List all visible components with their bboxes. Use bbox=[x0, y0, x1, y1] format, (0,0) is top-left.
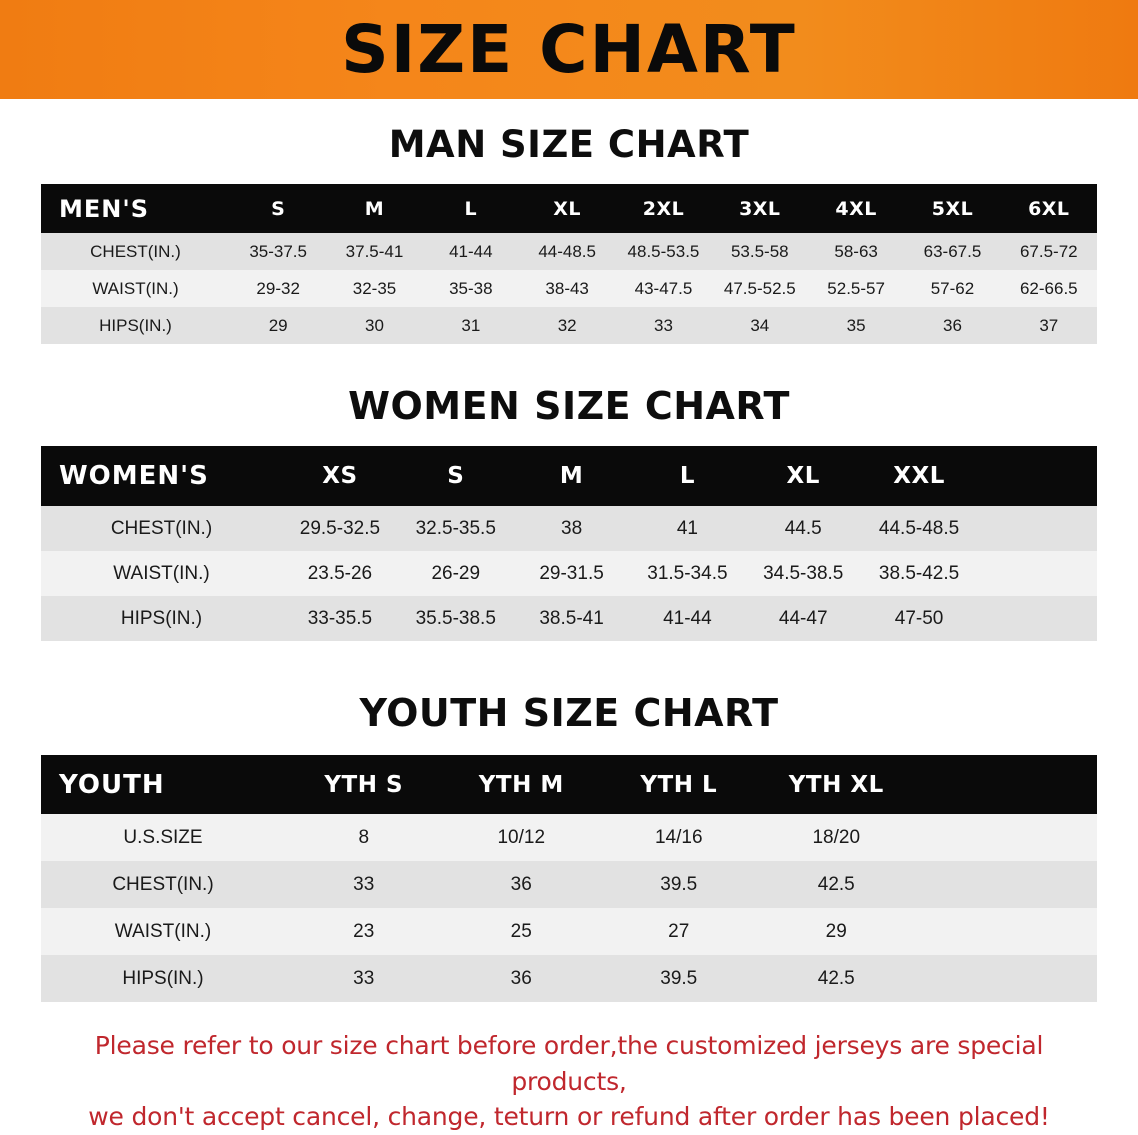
table-row bbox=[41, 908, 1097, 955]
youth-cell: 8 bbox=[285, 814, 443, 861]
women-cell: 34.5-38.5 bbox=[745, 551, 861, 596]
youth-cell: 39.5 bbox=[600, 861, 758, 908]
header-banner bbox=[0, 0, 1138, 99]
page-title: SIZE CHART bbox=[341, 10, 797, 88]
women-header-row bbox=[41, 446, 1097, 506]
youth-size-table bbox=[41, 755, 1097, 1002]
man-header-row bbox=[41, 184, 1097, 233]
women-header-size: L bbox=[629, 446, 745, 506]
youth-row-label: CHEST(IN.) bbox=[41, 861, 285, 908]
man-cell: 63-67.5 bbox=[904, 233, 1000, 270]
women-table-head bbox=[41, 446, 1097, 506]
order-notice bbox=[41, 1028, 1097, 1135]
man-section-heading: MAN SIZE CHART bbox=[388, 123, 750, 166]
man-row-label: CHEST(IN.) bbox=[41, 233, 230, 270]
youth-cell: 27 bbox=[600, 908, 758, 955]
man-table-body bbox=[41, 233, 1097, 344]
women-cell: 29-31.5 bbox=[514, 551, 630, 596]
youth-header-spacer bbox=[915, 755, 1097, 814]
man-cell: 32-35 bbox=[326, 270, 422, 307]
women-cell-spacer bbox=[977, 551, 1097, 596]
women-header-size: S bbox=[398, 446, 514, 506]
man-cell: 36 bbox=[904, 307, 1000, 344]
man-cell: 31 bbox=[423, 307, 519, 344]
youth-cell: 39.5 bbox=[600, 955, 758, 1002]
women-section-heading: WOMEN SIZE CHART bbox=[348, 384, 790, 428]
table-row bbox=[41, 233, 1097, 270]
man-cell: 35-37.5 bbox=[230, 233, 326, 270]
youth-row-label: U.S.SIZE bbox=[41, 814, 285, 861]
youth-cell: 10/12 bbox=[443, 814, 601, 861]
man-table-head bbox=[41, 184, 1097, 233]
women-cell: 35.5-38.5 bbox=[398, 596, 514, 641]
table-row bbox=[41, 861, 1097, 908]
man-cell: 58-63 bbox=[808, 233, 904, 270]
man-cell: 41-44 bbox=[423, 233, 519, 270]
man-header-size: 5XL bbox=[904, 184, 1000, 233]
man-header-size: 2XL bbox=[615, 184, 711, 233]
youth-cell: 36 bbox=[443, 955, 601, 1002]
women-header-size: XL bbox=[745, 446, 861, 506]
women-cell: 23.5-26 bbox=[282, 551, 398, 596]
youth-cell: 29 bbox=[758, 908, 916, 955]
man-cell: 35 bbox=[808, 307, 904, 344]
women-cell: 47-50 bbox=[861, 596, 977, 641]
women-header-size: XXL bbox=[861, 446, 977, 506]
man-header-size: 4XL bbox=[808, 184, 904, 233]
women-size-table-wrapper bbox=[41, 446, 1097, 641]
youth-cell: 18/20 bbox=[758, 814, 916, 861]
women-header-spacer bbox=[977, 446, 1097, 506]
man-cell: 30 bbox=[326, 307, 422, 344]
women-row-label: CHEST(IN.) bbox=[41, 506, 282, 551]
table-row bbox=[41, 551, 1097, 596]
youth-cell-spacer bbox=[915, 908, 1097, 955]
women-cell: 33-35.5 bbox=[282, 596, 398, 641]
youth-header-size: YTH XL bbox=[758, 755, 916, 814]
youth-cell: 23 bbox=[285, 908, 443, 955]
man-header-size: L bbox=[423, 184, 519, 233]
man-cell: 53.5-58 bbox=[712, 233, 808, 270]
women-row-label: WAIST(IN.) bbox=[41, 551, 282, 596]
man-row-label: WAIST(IN.) bbox=[41, 270, 230, 307]
man-header-size: S bbox=[230, 184, 326, 233]
women-header-label: WOMEN'S bbox=[41, 446, 282, 506]
man-cell: 62-66.5 bbox=[1001, 270, 1097, 307]
man-header-size: M bbox=[326, 184, 422, 233]
women-cell: 44.5 bbox=[745, 506, 861, 551]
man-header-size: 3XL bbox=[712, 184, 808, 233]
women-cell-spacer bbox=[977, 506, 1097, 551]
youth-row-label: WAIST(IN.) bbox=[41, 908, 285, 955]
youth-cell: 33 bbox=[285, 955, 443, 1002]
man-cell: 37.5-41 bbox=[326, 233, 422, 270]
man-header-size: 6XL bbox=[1001, 184, 1097, 233]
man-cell: 44-48.5 bbox=[519, 233, 615, 270]
youth-cell: 42.5 bbox=[758, 955, 916, 1002]
man-cell: 32 bbox=[519, 307, 615, 344]
youth-cell: 14/16 bbox=[600, 814, 758, 861]
women-cell: 31.5-34.5 bbox=[629, 551, 745, 596]
man-cell: 38-43 bbox=[519, 270, 615, 307]
women-cell: 38.5-42.5 bbox=[861, 551, 977, 596]
man-cell: 29-32 bbox=[230, 270, 326, 307]
man-size-table-wrapper bbox=[41, 184, 1097, 344]
youth-header-label: YOUTH bbox=[41, 755, 285, 814]
youth-header-size: YTH L bbox=[600, 755, 758, 814]
women-cell: 32.5-35.5 bbox=[398, 506, 514, 551]
table-row bbox=[41, 955, 1097, 1002]
table-row bbox=[41, 506, 1097, 551]
women-cell: 44-47 bbox=[745, 596, 861, 641]
order-notice-line-2: we don't accept cancel, change, teturn or refund after order has been placed! bbox=[88, 1102, 1050, 1131]
women-cell: 44.5-48.5 bbox=[861, 506, 977, 551]
youth-section-heading: YOUTH SIZE CHART bbox=[359, 691, 779, 735]
table-row bbox=[41, 596, 1097, 641]
women-cell: 29.5-32.5 bbox=[282, 506, 398, 551]
man-cell: 57-62 bbox=[904, 270, 1000, 307]
man-cell: 47.5-52.5 bbox=[712, 270, 808, 307]
women-cell: 38 bbox=[514, 506, 630, 551]
youth-table-body bbox=[41, 814, 1097, 1002]
women-cell: 41 bbox=[629, 506, 745, 551]
table-row bbox=[41, 307, 1097, 344]
man-size-table bbox=[41, 184, 1097, 344]
youth-cell: 42.5 bbox=[758, 861, 916, 908]
women-row-label: HIPS(IN.) bbox=[41, 596, 282, 641]
man-cell: 35-38 bbox=[423, 270, 519, 307]
women-cell: 38.5-41 bbox=[514, 596, 630, 641]
man-cell: 33 bbox=[615, 307, 711, 344]
man-cell: 52.5-57 bbox=[808, 270, 904, 307]
man-cell: 34 bbox=[712, 307, 808, 344]
women-header-size: M bbox=[514, 446, 630, 506]
man-cell: 43-47.5 bbox=[615, 270, 711, 307]
women-size-table bbox=[41, 446, 1097, 641]
man-header-label: MEN'S bbox=[41, 184, 230, 233]
women-header-size: XS bbox=[282, 446, 398, 506]
youth-cell: 33 bbox=[285, 861, 443, 908]
order-notice-line-1: Please refer to our size chart before order,the customized jerseys are special products, bbox=[94, 1031, 1044, 1096]
man-cell: 67.5-72 bbox=[1001, 233, 1097, 270]
youth-header-size: YTH S bbox=[285, 755, 443, 814]
youth-cell-spacer bbox=[915, 955, 1097, 1002]
youth-cell-spacer bbox=[915, 814, 1097, 861]
man-row-label: HIPS(IN.) bbox=[41, 307, 230, 344]
youth-table-head bbox=[41, 755, 1097, 814]
youth-cell: 36 bbox=[443, 861, 601, 908]
man-cell: 29 bbox=[230, 307, 326, 344]
table-row bbox=[41, 814, 1097, 861]
youth-row-label: HIPS(IN.) bbox=[41, 955, 285, 1002]
youth-cell-spacer bbox=[915, 861, 1097, 908]
man-cell: 37 bbox=[1001, 307, 1097, 344]
man-header-size: XL bbox=[519, 184, 615, 233]
youth-size-table-wrapper bbox=[41, 755, 1097, 1002]
women-cell: 41-44 bbox=[629, 596, 745, 641]
youth-header-row bbox=[41, 755, 1097, 814]
women-cell-spacer bbox=[977, 596, 1097, 641]
youth-cell: 25 bbox=[443, 908, 601, 955]
women-cell: 26-29 bbox=[398, 551, 514, 596]
table-row bbox=[41, 270, 1097, 307]
youth-header-size: YTH M bbox=[443, 755, 601, 814]
man-cell: 48.5-53.5 bbox=[615, 233, 711, 270]
women-table-body bbox=[41, 506, 1097, 641]
